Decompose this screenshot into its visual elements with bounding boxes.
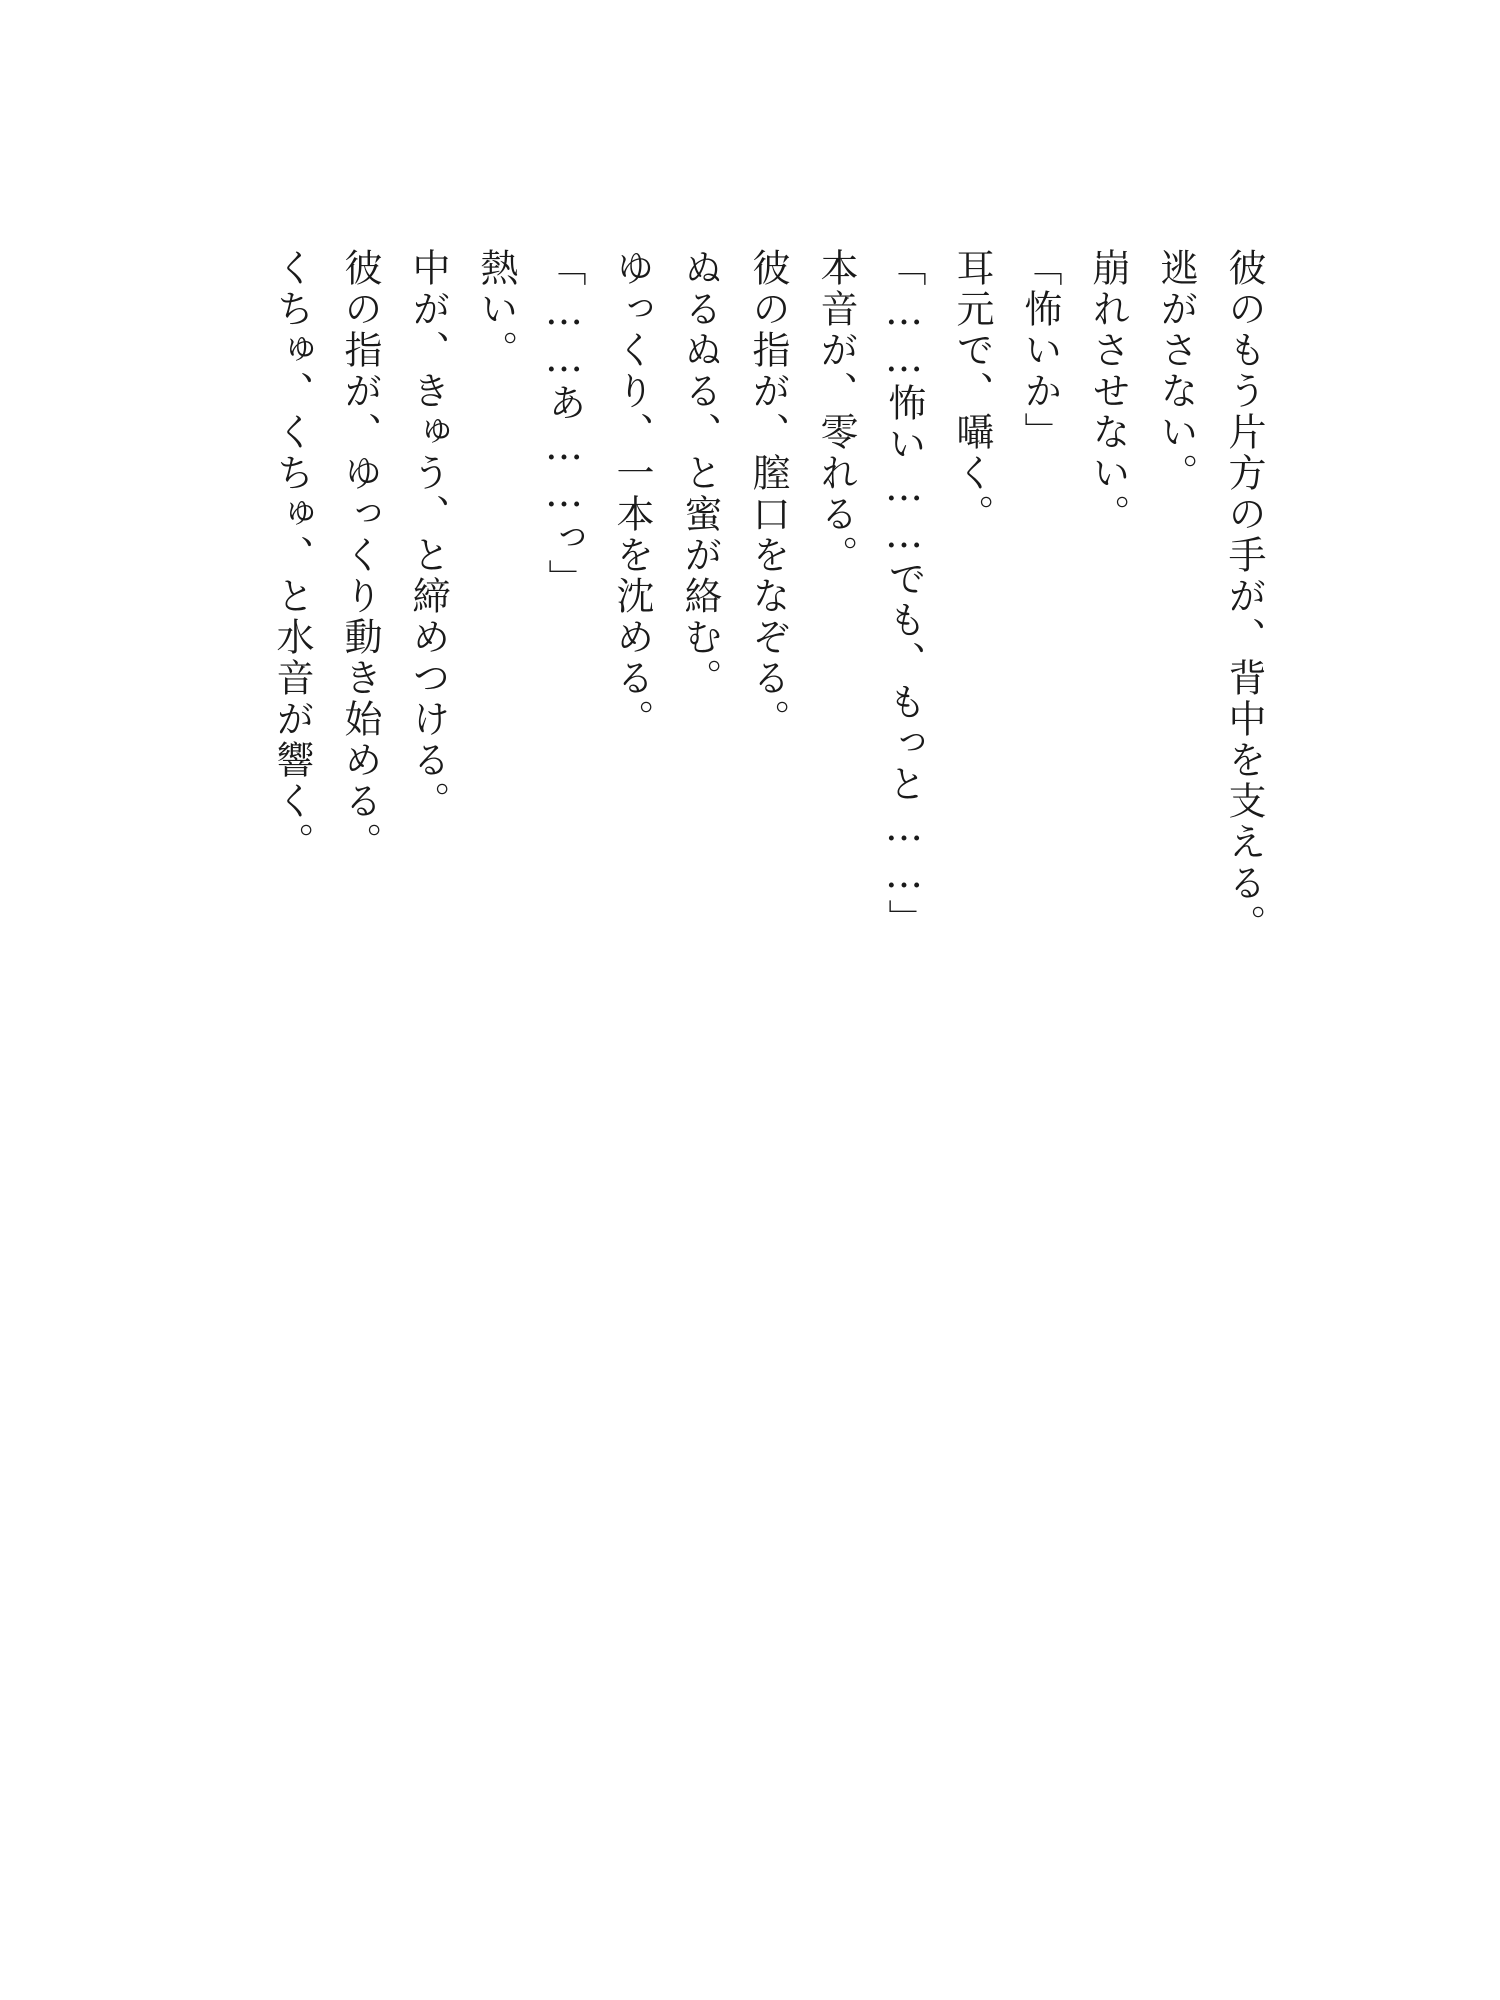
text-line: 中が、きゅう、と締めつける。 bbox=[406, 248, 450, 822]
text-line: 熱い。 bbox=[474, 248, 518, 371]
text-line: 耳元で、囁く。 bbox=[950, 248, 994, 535]
text-line: 崩れさせない。 bbox=[1086, 248, 1130, 535]
dialogue-line: 「怖いか」 bbox=[1018, 248, 1062, 453]
text-line: 逃がさない。 bbox=[1154, 248, 1198, 494]
vertical-text-body bbox=[258, 248, 1278, 1048]
text-line: 彼のもう片方の手が、背中を支える。 bbox=[1222, 248, 1266, 945]
dialogue-line: 「……怖い……でも、もっと……」 bbox=[882, 248, 926, 940]
text-line: ゆっくり、一本を沈める。 bbox=[610, 248, 654, 740]
text-line: くちゅ、くちゅ、と水音が響く。 bbox=[270, 248, 314, 863]
text-line: 彼の指が、膣口をなぞる。 bbox=[746, 248, 790, 740]
dialogue-line: 「……あ……っ」 bbox=[542, 248, 586, 600]
text-line: ぬるぬる、と蜜が絡む。 bbox=[678, 248, 722, 699]
text-line: 彼の指が、ゆっくり動き始める。 bbox=[338, 248, 382, 863]
text-line: 本音が、零れる。 bbox=[814, 248, 858, 576]
